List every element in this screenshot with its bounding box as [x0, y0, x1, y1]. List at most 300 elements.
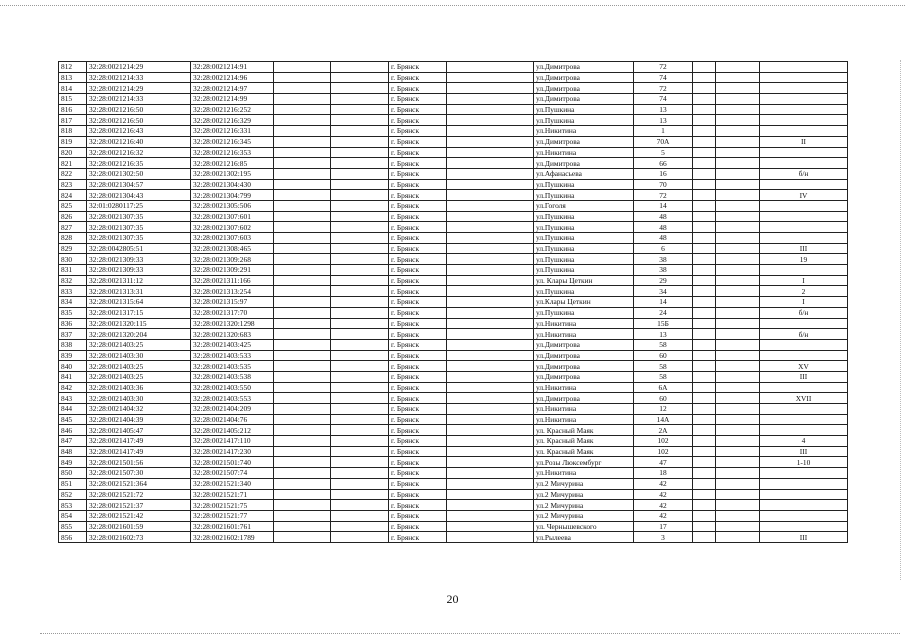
table-cell-c4: [274, 179, 331, 190]
table-cell-c11: [716, 147, 760, 158]
table-cell-c11: [716, 179, 760, 190]
table-cell-c12: XVII: [760, 393, 848, 404]
table-cell-house: 6: [634, 243, 693, 254]
table-cell-city: г. Брянск: [389, 265, 447, 276]
table-cell-street: ул.Димитрова: [534, 72, 634, 83]
table-cell-c10: [693, 318, 716, 329]
table-cell-c5: [331, 500, 389, 511]
table-cell-c4: [274, 126, 331, 137]
table-cell-c7: [447, 521, 534, 532]
table-cell-c5: [331, 329, 389, 340]
table-cell-cadastral: 32:28:0021403:30: [87, 350, 191, 361]
table-cell-no: 846: [59, 425, 87, 436]
table-cell-no: 852: [59, 489, 87, 500]
table-cell-street: ул.Димитрова: [534, 83, 634, 94]
table-cell-no: 819: [59, 136, 87, 147]
table-cell-c11: [716, 446, 760, 457]
table-cell-c12: [760, 500, 848, 511]
table-cell-street: ул. Красный Маяк: [534, 425, 634, 436]
table-cell-cadastral: 32:28:0021404:39: [87, 414, 191, 425]
table-cell-c4: [274, 94, 331, 105]
table-cell-city: г. Брянск: [389, 382, 447, 393]
table-row: [59, 126, 848, 137]
table-cell-cadastral2: 32:28:0021309:291: [191, 265, 274, 276]
table-cell-c4: [274, 307, 331, 318]
table-cell-street: ул.Розы Люксембург: [534, 457, 634, 468]
table-cell-c12: [760, 404, 848, 415]
table-cell-city: г. Брянск: [389, 222, 447, 233]
table-row: [59, 190, 848, 201]
table-cell-c7: [447, 83, 534, 94]
table-cell-no: 816: [59, 104, 87, 115]
table-cell-c7: [447, 222, 534, 233]
table-cell-c12: [760, 211, 848, 222]
table-cell-cadastral2: 32:28:0021216:345: [191, 136, 274, 147]
table-cell-city: г. Брянск: [389, 446, 447, 457]
table-cell-c10: [693, 297, 716, 308]
table-cell-no: 837: [59, 329, 87, 340]
table-cell-house: 34: [634, 286, 693, 297]
table-cell-c7: [447, 339, 534, 350]
table-cell-c11: [716, 318, 760, 329]
table-cell-no: 853: [59, 500, 87, 511]
table-cell-cadastral: 32:28:0021214:29: [87, 62, 191, 73]
table-cell-c5: [331, 414, 389, 425]
table-cell-c12: [760, 126, 848, 137]
table-cell-street: ул.Никитина: [534, 382, 634, 393]
table-cell-c5: [331, 297, 389, 308]
table-cell-no: 823: [59, 179, 87, 190]
table-cell-house: 24: [634, 307, 693, 318]
table-row: [59, 436, 848, 447]
table-cell-house: 14: [634, 200, 693, 211]
table-cell-city: г. Брянск: [389, 72, 447, 83]
table-row: [59, 275, 848, 286]
table-cell-street: ул.Никитина: [534, 329, 634, 340]
table-cell-c7: [447, 489, 534, 500]
table-cell-cadastral: 32:28:0021405:47: [87, 425, 191, 436]
table-cell-street: ул.Димитрова: [534, 136, 634, 147]
table-row: [59, 350, 848, 361]
table-cell-c7: [447, 94, 534, 105]
table-cell-c11: [716, 414, 760, 425]
table-cell-c11: [716, 211, 760, 222]
table-cell-house: 48: [634, 211, 693, 222]
table-cell-house: 16: [634, 168, 693, 179]
table-cell-cadastral: 32:28:0021317:15: [87, 307, 191, 318]
table-cell-c10: [693, 72, 716, 83]
table-cell-street: ул.Пушкина: [534, 243, 634, 254]
table-cell-city: г. Брянск: [389, 478, 447, 489]
table-cell-c10: [693, 350, 716, 361]
table-cell-cadastral2: 32:28:0021403:538: [191, 371, 274, 382]
table-cell-cadastral: 32:28:0021602:73: [87, 532, 191, 543]
table-cell-street: ул.Никитина: [534, 468, 634, 479]
table-cell-cadastral2: 32:28:0021313:254: [191, 286, 274, 297]
table-cell-c4: [274, 275, 331, 286]
table-cell-cadastral2: 32:28:0021216:252: [191, 104, 274, 115]
table-cell-c5: [331, 265, 389, 276]
table-cell-house: 18: [634, 468, 693, 479]
table-cell-c12: III: [760, 371, 848, 382]
table-cell-c4: [274, 404, 331, 415]
table-row: [59, 425, 848, 436]
table-cell-c7: [447, 297, 534, 308]
table-cell-cadastral: 32:28:0021304:57: [87, 179, 191, 190]
table-cell-street: ул.Димитрова: [534, 350, 634, 361]
table-cell-c10: [693, 126, 716, 137]
table-cell-cadastral2: 32:28:0021214:99: [191, 94, 274, 105]
table-row: [59, 233, 848, 244]
table-cell-no: 844: [59, 404, 87, 415]
table-cell-cadastral2: 32:28:0021404:76: [191, 414, 274, 425]
table-cell-cadastral: 32:28:0021214:33: [87, 94, 191, 105]
table-cell-c10: [693, 200, 716, 211]
table-cell-c11: [716, 233, 760, 244]
table-cell-house: 102: [634, 436, 693, 447]
table-cell-street: ул.Пушкина: [534, 222, 634, 233]
table-cell-c12: [760, 83, 848, 94]
table-cell-c7: [447, 126, 534, 137]
table-cell-cadastral2: 32:28:0021521:77: [191, 510, 274, 521]
table-cell-street: ул.Никитина: [534, 414, 634, 425]
table-cell-no: 822: [59, 168, 87, 179]
table-cell-house: 1: [634, 126, 693, 137]
table-cell-cadastral: 32:28:0021403:30: [87, 393, 191, 404]
table-cell-city: г. Брянск: [389, 158, 447, 169]
table-row: [59, 297, 848, 308]
table-cell-no: 842: [59, 382, 87, 393]
table-cell-c4: [274, 243, 331, 254]
table-cell-c10: [693, 436, 716, 447]
table-cell-c10: [693, 500, 716, 511]
table-cell-cadastral: 32:28:0021521:42: [87, 510, 191, 521]
table-cell-cadastral: 32:28:0021403:25: [87, 339, 191, 350]
table-cell-cadastral2: 32:28:0021216:331: [191, 126, 274, 137]
table-cell-c5: [331, 168, 389, 179]
table-cell-city: г. Брянск: [389, 521, 447, 532]
table-cell-cadastral2: 32:28:0021403:535: [191, 361, 274, 372]
table-cell-cadastral: 32:28:0021302:50: [87, 168, 191, 179]
table-cell-cadastral2: 32:28:0021216:329: [191, 115, 274, 126]
table-cell-c4: [274, 510, 331, 521]
table-cell-street: ул.Пушкина: [534, 233, 634, 244]
table-cell-c11: [716, 478, 760, 489]
table-cell-c4: [274, 361, 331, 372]
table-cell-cadastral2: 32:28:0021302:195: [191, 168, 274, 179]
table-cell-city: г. Брянск: [389, 393, 447, 404]
table-row: [59, 446, 848, 457]
table-cell-c12: 19: [760, 254, 848, 265]
table-cell-c12: 4: [760, 436, 848, 447]
table-cell-c12: [760, 350, 848, 361]
table-cell-c4: [274, 393, 331, 404]
table-cell-c5: [331, 115, 389, 126]
table-cell-c5: [331, 457, 389, 468]
table-cell-c10: [693, 179, 716, 190]
table-cell-c5: [331, 190, 389, 201]
page-number: 20: [446, 592, 459, 606]
table-cell-c10: [693, 339, 716, 350]
table-cell-c5: [331, 211, 389, 222]
table-cell-no: 838: [59, 339, 87, 350]
table-cell-house: 13: [634, 329, 693, 340]
table-cell-c7: [447, 254, 534, 265]
table-cell-street: ул.Димитрова: [534, 371, 634, 382]
table-cell-no: 856: [59, 532, 87, 543]
table-row: [59, 158, 848, 169]
table-cell-cadastral2: 32:28:0021521:71: [191, 489, 274, 500]
table-cell-house: 6А: [634, 382, 693, 393]
table-row: [59, 200, 848, 211]
table-cell-c12: [760, 200, 848, 211]
table-cell-house: 42: [634, 510, 693, 521]
table-cell-c7: [447, 382, 534, 393]
table-cell-c7: [447, 115, 534, 126]
table-cell-cadastral2: 32:28:0021304:799: [191, 190, 274, 201]
table-cell-c5: [331, 286, 389, 297]
table-cell-house: 15Б: [634, 318, 693, 329]
table-row: [59, 211, 848, 222]
table-cell-street: ул.Никитина: [534, 404, 634, 415]
table-cell-c5: [331, 94, 389, 105]
table-cell-no: 821: [59, 158, 87, 169]
table-cell-c5: [331, 104, 389, 115]
table-cell-c4: [274, 200, 331, 211]
table-cell-c7: [447, 62, 534, 73]
table-cell-city: г. Брянск: [389, 329, 447, 340]
table-cell-city: г. Брянск: [389, 104, 447, 115]
table-cell-house: 58: [634, 339, 693, 350]
table-cell-c11: [716, 393, 760, 404]
table-cell-c5: [331, 361, 389, 372]
table-cell-c10: [693, 136, 716, 147]
table-cell-c11: [716, 136, 760, 147]
table-cell-house: 72: [634, 190, 693, 201]
table-cell-c10: [693, 168, 716, 179]
table-cell-cadastral2: 32:28:0021214:91: [191, 62, 274, 73]
table-cell-city: г. Брянск: [389, 200, 447, 211]
table-cell-cadastral: 32:28:0021521:72: [87, 489, 191, 500]
table-cell-c4: [274, 254, 331, 265]
table-cell-c11: [716, 425, 760, 436]
table-cell-c4: [274, 286, 331, 297]
table-cell-street: ул.2 Мичурина: [534, 478, 634, 489]
table-cell-c11: [716, 350, 760, 361]
table-cell-c11: [716, 307, 760, 318]
table-row: [59, 179, 848, 190]
table-cell-c4: [274, 446, 331, 457]
table-row: [59, 318, 848, 329]
table-cell-house: 38: [634, 254, 693, 265]
table-cell-cadastral2: 32:28:0021311:166: [191, 275, 274, 286]
table-cell-c12: [760, 425, 848, 436]
table-cell-c10: [693, 233, 716, 244]
table-cell-cadastral2: 32:28:0021308:465: [191, 243, 274, 254]
table-cell-c5: [331, 147, 389, 158]
table-cell-c5: [331, 436, 389, 447]
table-cell-street: ул.Димитрова: [534, 339, 634, 350]
table-cell-c11: [716, 83, 760, 94]
registry-table-body: [59, 62, 848, 543]
table-cell-c10: [693, 361, 716, 372]
table-cell-city: г. Брянск: [389, 457, 447, 468]
table-cell-c4: [274, 382, 331, 393]
table-cell-city: г. Брянск: [389, 126, 447, 137]
table-cell-no: 813: [59, 72, 87, 83]
table-cell-no: 841: [59, 371, 87, 382]
table-cell-c5: [331, 468, 389, 479]
table-cell-street: ул.Никитина: [534, 147, 634, 158]
table-cell-c4: [274, 489, 331, 500]
table-cell-c12: [760, 510, 848, 521]
table-cell-c4: [274, 211, 331, 222]
table-cell-cadastral2: 32:28:0021214:97: [191, 83, 274, 94]
table-cell-c11: [716, 500, 760, 511]
table-cell-c5: [331, 350, 389, 361]
table-cell-house: 42: [634, 489, 693, 500]
table-cell-cadastral: 32:28:0021403:25: [87, 371, 191, 382]
table-cell-city: г. Брянск: [389, 361, 447, 372]
table-cell-cadastral: 32:28:0021216:43: [87, 126, 191, 137]
table-cell-c12: 2: [760, 286, 848, 297]
table-cell-c12: б/н: [760, 168, 848, 179]
table-cell-c11: [716, 521, 760, 532]
table-cell-house: 58: [634, 371, 693, 382]
table-cell-c10: [693, 62, 716, 73]
table-cell-c5: [331, 179, 389, 190]
table-cell-c5: [331, 233, 389, 244]
table-cell-city: г. Брянск: [389, 307, 447, 318]
table-cell-house: 13: [634, 104, 693, 115]
table-cell-c7: [447, 457, 534, 468]
table-cell-c5: [331, 200, 389, 211]
table-row: [59, 382, 848, 393]
table-cell-c12: III: [760, 243, 848, 254]
table-cell-c4: [274, 136, 331, 147]
table-cell-cadastral: 32:28:0021417:49: [87, 446, 191, 457]
table-cell-cadastral2: 32:28:0021216:85: [191, 158, 274, 169]
table-cell-no: 835: [59, 307, 87, 318]
table-cell-c7: [447, 404, 534, 415]
table-cell-c12: III: [760, 532, 848, 543]
table-cell-c10: [693, 147, 716, 158]
table-cell-c12: [760, 521, 848, 532]
table-cell-cadastral: 32:28:0021404:32: [87, 404, 191, 415]
table-cell-c12: [760, 104, 848, 115]
table-cell-city: г. Брянск: [389, 510, 447, 521]
table-cell-c11: [716, 104, 760, 115]
table-cell-c4: [274, 158, 331, 169]
table-cell-c11: [716, 62, 760, 73]
table-cell-house: 42: [634, 500, 693, 511]
table-cell-c11: [716, 339, 760, 350]
table-cell-c12: II: [760, 136, 848, 147]
table-cell-c4: [274, 190, 331, 201]
table-cell-cadastral2: 32:28:0021307:601: [191, 211, 274, 222]
table-cell-c7: [447, 190, 534, 201]
table-cell-c7: [447, 286, 534, 297]
table-cell-c12: [760, 72, 848, 83]
table-cell-cadastral2: 32:28:0021309:268: [191, 254, 274, 265]
table-cell-cadastral2: 32:28:0021601:761: [191, 521, 274, 532]
table-cell-c7: [447, 158, 534, 169]
table-cell-house: 3: [634, 532, 693, 543]
table-row: [59, 371, 848, 382]
table-row: [59, 489, 848, 500]
table-cell-street: ул.Пушкина: [534, 115, 634, 126]
table-cell-c5: [331, 243, 389, 254]
table-cell-street: ул.Пушкина: [534, 307, 634, 318]
table-cell-cadastral2: 32:28:0021307:603: [191, 233, 274, 244]
table-cell-street: ул. Красный Маяк: [534, 436, 634, 447]
table-cell-no: 824: [59, 190, 87, 201]
table-cell-cadastral: 32:28:0021216:50: [87, 104, 191, 115]
table-cell-c4: [274, 521, 331, 532]
table-cell-street: ул.Димитрова: [534, 94, 634, 105]
table-cell-house: 102: [634, 446, 693, 457]
table-cell-c12: б/н: [760, 329, 848, 340]
table-row: [59, 136, 848, 147]
table-cell-city: г. Брянск: [389, 233, 447, 244]
table-cell-c5: [331, 393, 389, 404]
table-cell-cadastral: 32:28:0021304:43: [87, 190, 191, 201]
table-cell-city: г. Брянск: [389, 371, 447, 382]
table-cell-c10: [693, 222, 716, 233]
table-cell-c5: [331, 382, 389, 393]
table-cell-cadastral2: 32:28:0021403:550: [191, 382, 274, 393]
table-cell-street: ул. Красный Маяк: [534, 446, 634, 457]
table-cell-no: 845: [59, 414, 87, 425]
table-cell-street: ул.2 Мичурина: [534, 489, 634, 500]
table-cell-c7: [447, 147, 534, 158]
table-cell-c10: [693, 393, 716, 404]
table-cell-cadastral2: 32:28:0021404:209: [191, 404, 274, 415]
table-cell-c11: [716, 72, 760, 83]
table-cell-city: г. Брянск: [389, 297, 447, 308]
table-cell-c11: [716, 361, 760, 372]
table-cell-cadastral: 32:28:0021214:29: [87, 83, 191, 94]
table-cell-house: 72: [634, 62, 693, 73]
table-cell-no: 820: [59, 147, 87, 158]
table-cell-c12: [760, 318, 848, 329]
table-cell-c12: [760, 382, 848, 393]
table-cell-c5: [331, 72, 389, 83]
table-cell-city: г. Брянск: [389, 350, 447, 361]
table-cell-cadastral: 32:28:0021307:35: [87, 211, 191, 222]
table-cell-city: г. Брянск: [389, 425, 447, 436]
table-cell-c10: [693, 468, 716, 479]
table-cell-cadastral2: 32:28:0021602:1789: [191, 532, 274, 543]
table-cell-no: 836: [59, 318, 87, 329]
table-cell-city: г. Брянск: [389, 254, 447, 265]
table-cell-c4: [274, 339, 331, 350]
table-cell-street: ул.Пушкина: [534, 254, 634, 265]
table-cell-no: 826: [59, 211, 87, 222]
table-cell-street: ул.Пушкина: [534, 190, 634, 201]
table-cell-city: г. Брянск: [389, 243, 447, 254]
scan-artifact-top: [0, 5, 905, 6]
table-cell-c10: [693, 243, 716, 254]
table-cell-c5: [331, 371, 389, 382]
table-cell-city: г. Брянск: [389, 275, 447, 286]
table-cell-street: ул.Димитрова: [534, 62, 634, 73]
table-cell-c11: [716, 243, 760, 254]
table-cell-city: г. Брянск: [389, 115, 447, 126]
table-cell-city: г. Брянск: [389, 286, 447, 297]
table-cell-house: 70А: [634, 136, 693, 147]
table-cell-cadastral: 32:28:0021307:35: [87, 222, 191, 233]
